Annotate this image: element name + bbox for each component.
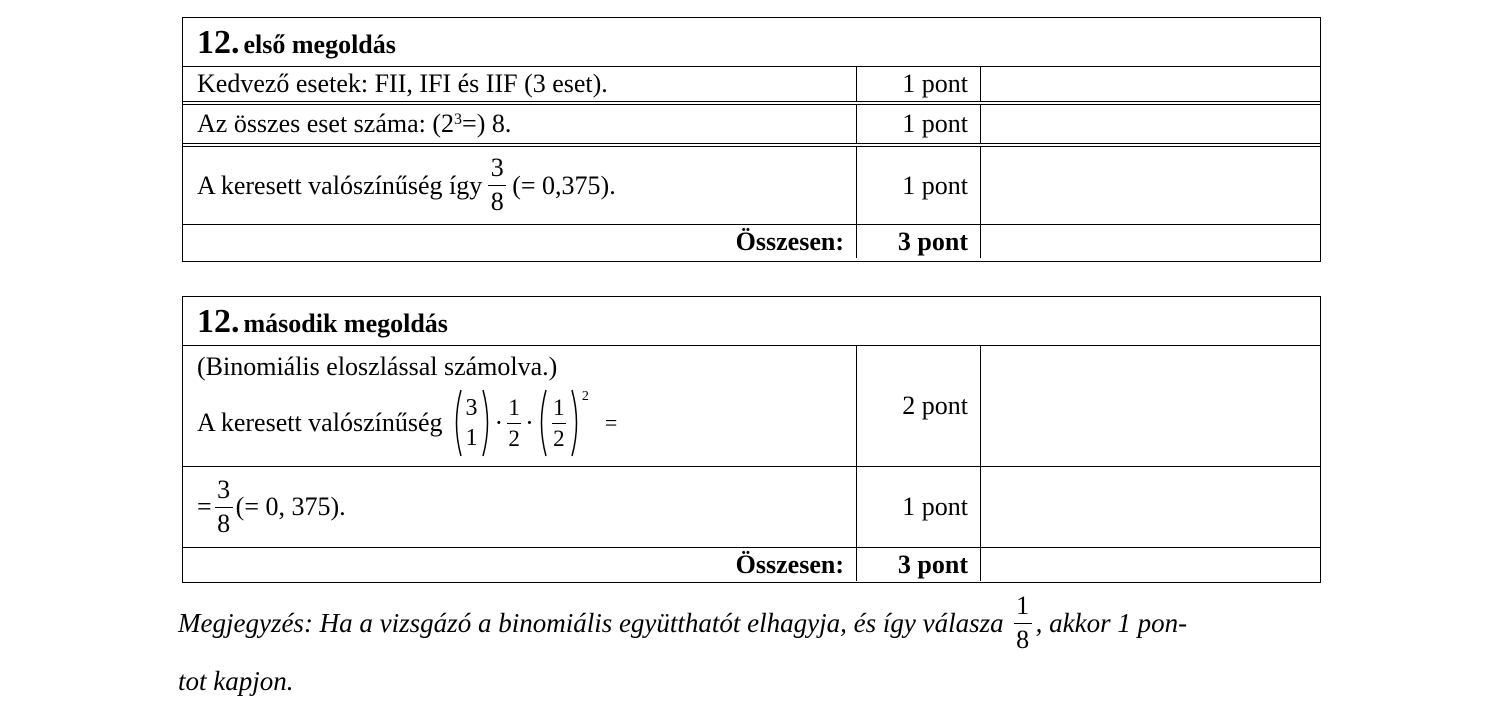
- table2-row1-formula: [197, 388, 617, 458]
- table2-row2-points: 1 pont: [856, 467, 980, 547]
- right-paren-icon: [570, 388, 582, 458]
- table1-row2-points: 1 pont: [856, 105, 980, 143]
- table1-total-points: 3 pont: [856, 225, 980, 258]
- table2-number: 12.: [197, 303, 240, 340]
- table2-total-empty: [980, 548, 1320, 581]
- table1-row3-empty: [980, 147, 1320, 224]
- left-paren-icon: [451, 388, 463, 458]
- frac-bar: [215, 507, 233, 508]
- right-paren-icon: [481, 388, 493, 458]
- binom-top: 3: [465, 395, 478, 421]
- table1-row3-text: [183, 147, 856, 224]
- table2-row1-empty: [980, 346, 1320, 466]
- table2-frac1: [507, 395, 521, 451]
- frac-bar: [552, 423, 566, 424]
- frac-denominator: 2: [508, 425, 520, 451]
- equals-sign: =: [604, 410, 618, 435]
- exponent: 2: [581, 389, 589, 404]
- table1-row3-points: 1 pont: [856, 147, 980, 224]
- table-row: [183, 66, 1320, 101]
- dot-operator: ·: [525, 408, 534, 437]
- equals-sign: =: [197, 492, 212, 521]
- frac-denominator: 8: [490, 187, 504, 216]
- table2-row1-content: [183, 346, 856, 466]
- table1-title-text: első megoldás: [243, 30, 396, 59]
- table1-total-empty: [980, 225, 1320, 258]
- table1-row1-points: 1 pont: [856, 67, 980, 101]
- table-row: [183, 101, 1320, 143]
- table1-row2-after: =) 8.: [462, 109, 512, 138]
- solution-table-1: [182, 17, 1321, 262]
- table2-row2-after: (= 0, 375).: [235, 492, 346, 521]
- table1-total-label: Összesen:: [735, 226, 844, 256]
- table2-row2-fraction: [215, 476, 233, 538]
- table2-total-label: Összesen:: [735, 549, 844, 579]
- note-text-after: , akkor 1 pon-: [1035, 607, 1188, 638]
- frac-denominator: 2: [553, 425, 565, 451]
- table1-title: [197, 24, 396, 62]
- table-row: [183, 466, 1320, 547]
- frac-denominator: 8: [217, 508, 231, 538]
- frac-numerator: 1: [1016, 590, 1030, 620]
- table2-row2-empty: [980, 467, 1320, 547]
- parenthesized-fraction: [536, 388, 582, 458]
- table2-row1-line2: A keresett valószínűség: [197, 408, 443, 437]
- note-text-before: Megjegyzés: Ha a vizsgázó a binomiális együtthatót elhagyja, és így válasza: [178, 607, 1004, 638]
- table1-row1-text: Kedvező esetek: FII, IFI és IIF (3 eset).: [197, 69, 608, 98]
- table2-total-row: [183, 547, 1320, 581]
- table1-row3-after: (= 0,375).: [512, 170, 616, 200]
- table-row: [183, 143, 1320, 224]
- table2-title: [197, 303, 448, 341]
- dot-operator: ·: [494, 408, 504, 437]
- table1-row2-sup: 3: [454, 111, 463, 128]
- binom-bottom: 1: [465, 425, 478, 451]
- note-line1: [178, 588, 1187, 658]
- table2-frac2: [552, 395, 566, 451]
- table1-row2-before: Az összes eset száma: (2: [197, 109, 455, 138]
- table2-title-text: második megoldás: [243, 309, 448, 338]
- table1-number: 12.: [197, 24, 240, 61]
- solution-table-2: [182, 296, 1321, 583]
- frac-numerator: 3: [217, 474, 231, 504]
- table2-header-row: [183, 297, 1320, 345]
- table1-row1-empty: [980, 67, 1320, 101]
- table2-total-points: 3 pont: [856, 548, 980, 581]
- table1-row3-fraction: [488, 154, 506, 216]
- frac-bar: [1014, 623, 1032, 624]
- table1-header-row: [183, 18, 1320, 66]
- table-row: [183, 345, 1320, 466]
- table2-row1-points: 2 pont: [856, 346, 980, 466]
- table1-total-row: [183, 224, 1320, 258]
- note-fraction: [1014, 592, 1032, 654]
- frac-denominator: 8: [1016, 624, 1030, 654]
- frac-numerator: 1: [553, 395, 565, 421]
- table2-row1-line1: (Binomiális eloszlással számolva.): [197, 352, 558, 381]
- left-paren-icon: [536, 388, 548, 458]
- frac-numerator: 3: [490, 153, 504, 183]
- table1-row2-empty: [980, 105, 1320, 143]
- frac-bar: [488, 185, 506, 186]
- note-line2: tot kapjon.: [178, 666, 294, 696]
- frac-bar: [507, 423, 521, 424]
- binomial-coefficient: [451, 388, 493, 458]
- frac-numerator: 1: [508, 395, 520, 421]
- table1-row3-before: A keresett valószínűség így: [197, 170, 483, 200]
- table1-row2-text: [183, 105, 856, 143]
- table2-row2-content: [183, 467, 856, 547]
